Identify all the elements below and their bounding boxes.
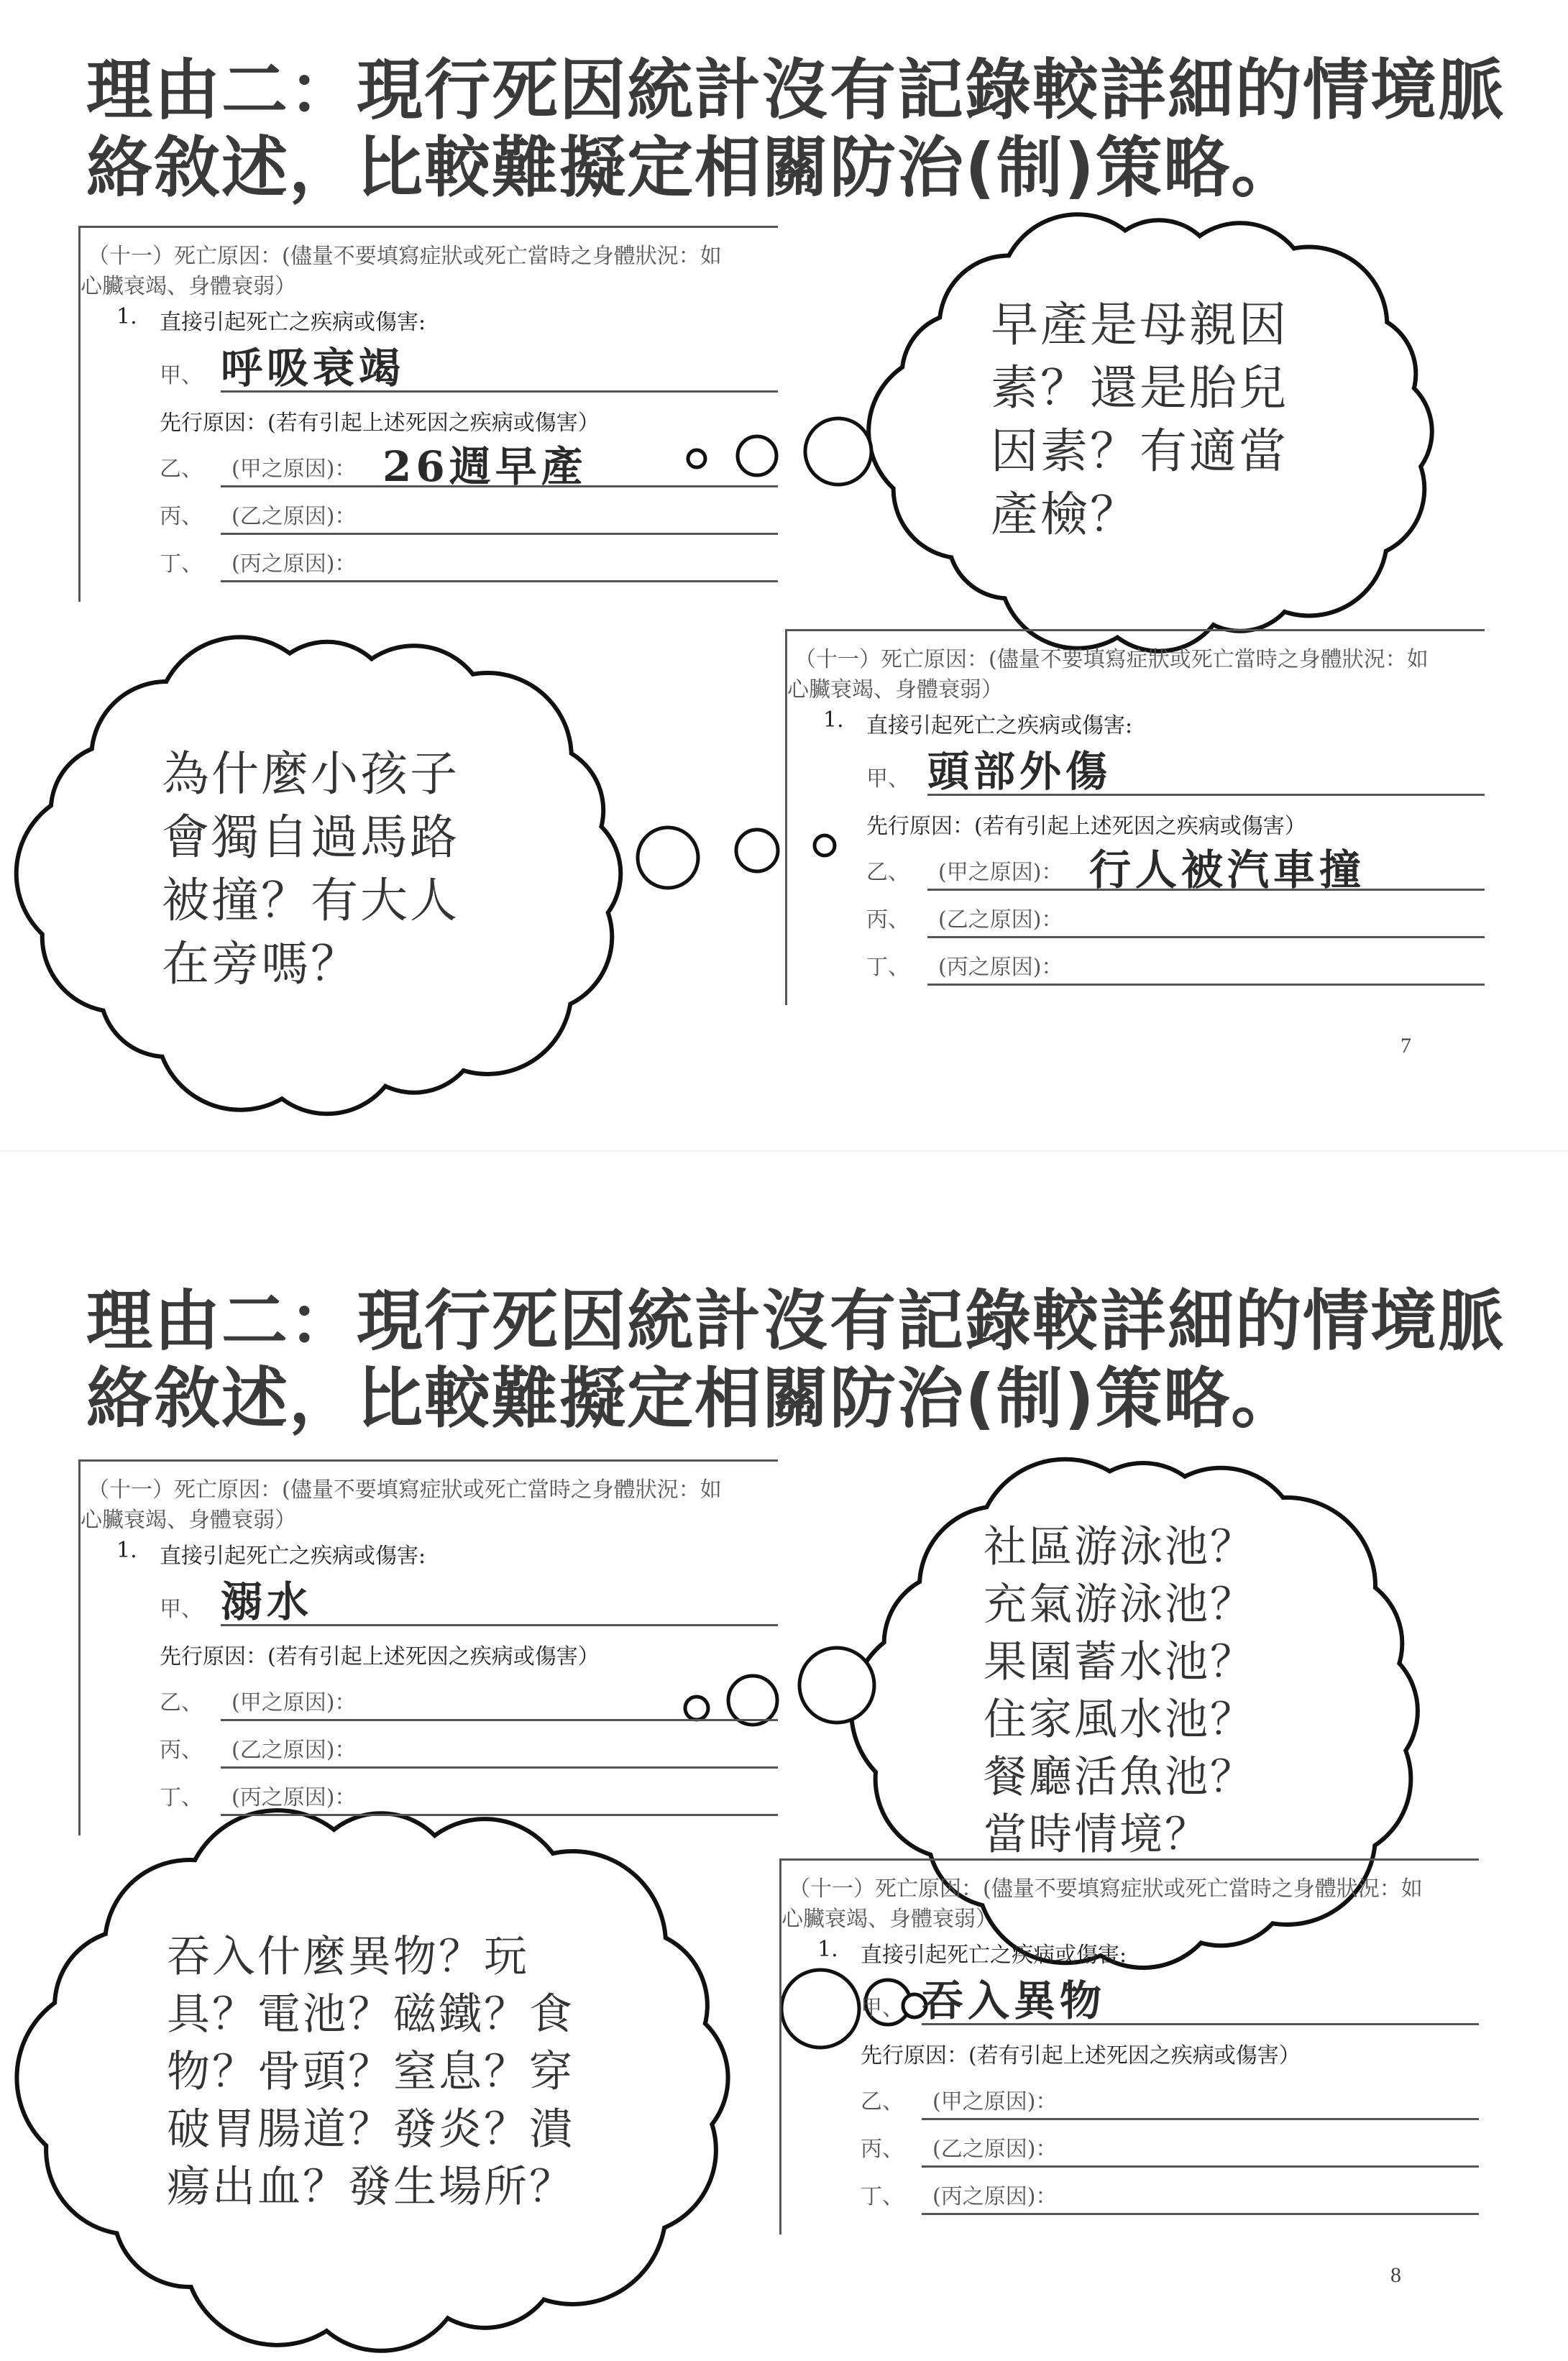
answer-yi: 26週早產 xyxy=(382,442,587,491)
cloud-text-line: 為什麼小孩子 xyxy=(162,746,459,802)
item-number: 1. xyxy=(823,707,844,733)
row-hint-ding: (丙之原因)： xyxy=(932,2184,1058,2209)
form-header: （十一）死亡原因：(儘量不要填寫症狀或死亡當時之身體狀況：如 xyxy=(88,1477,722,1503)
item-label: 直接引起死亡之疾病或傷害: xyxy=(866,713,1133,738)
row-hint-bing: (乙之原因)： xyxy=(231,1738,357,1763)
answer-line xyxy=(221,1814,778,1816)
answer-yi: 行人被汽車撞 xyxy=(1089,845,1366,894)
answer-line xyxy=(221,580,778,582)
cloud-text-line: 被撞？有大人 xyxy=(162,873,459,928)
answer-jia: 吞入異物 xyxy=(922,1976,1106,2025)
page-8-title-line2: 絡敘述，比較難擬定相關防治(制)策略。 xyxy=(86,1360,1299,1437)
form-header-cont: 心臟衰竭、身體衰弱） xyxy=(787,677,1003,702)
page-8-title-line1: 理由二：現行死因統計沒有記錄較詳細的情境脈 xyxy=(86,1283,1506,1360)
prior-cause-label: 先行原因：(若有引起上述死因之疾病或傷害） xyxy=(160,411,600,436)
death-cause-form xyxy=(78,226,778,602)
page-number-8: 8 xyxy=(1390,2263,1401,2287)
cloud-text-line: 社區游泳池？ xyxy=(984,1522,1255,1572)
answer-line xyxy=(221,1719,778,1721)
cloud-text-line: 果園蓄水池？ xyxy=(984,1637,1255,1687)
answer-line xyxy=(927,936,1485,938)
cloud-text-line: 充氣游泳池？ xyxy=(984,1580,1255,1630)
answer-line xyxy=(927,794,1485,796)
form-header-cont: 心臟衰竭、身體衰弱） xyxy=(81,1508,296,1533)
row-label-bing: 丙、 xyxy=(866,907,909,932)
form-header-cont: 心臟衰竭、身體衰弱） xyxy=(781,1907,997,1932)
row-hint-bing: (乙之原因)： xyxy=(231,504,357,529)
row-label-jia: 甲、 xyxy=(160,363,203,388)
row-label-yi: 乙、 xyxy=(160,457,203,482)
cloud-text-line: 在旁嗎？ xyxy=(162,936,360,991)
row-label-ding: 丁、 xyxy=(866,955,909,980)
answer-jia: 呼吸衰竭 xyxy=(221,344,405,393)
answer-line xyxy=(221,1624,778,1626)
row-label-yi: 乙、 xyxy=(866,860,909,885)
cloud-text-line: 餐廳活魚池？ xyxy=(984,1752,1255,1802)
row-label-bing: 丙、 xyxy=(160,504,203,529)
row-label-jia: 甲、 xyxy=(160,1597,203,1622)
death-cause-form xyxy=(78,1459,778,1835)
row-hint-yi: (甲之原因)： xyxy=(231,457,357,482)
form-header-cont: 心臟衰竭、身體衰弱） xyxy=(81,274,296,299)
item-number: 1. xyxy=(116,304,137,329)
cloud-text-line: 早產是母親因 xyxy=(991,297,1288,352)
cloud-text-line: 物？骨頭？窒息？穿 xyxy=(167,2047,574,2097)
cloud-text-line: 破胃腸道？發炎？潰 xyxy=(167,2104,574,2155)
form-header: （十一）死亡原因：(儘量不要填寫症狀或死亡當時之身體狀況：如 xyxy=(794,647,1429,672)
row-hint-bing: (乙之原因)： xyxy=(932,2137,1058,2162)
cloud-text-line: 因素？有適當 xyxy=(991,423,1288,479)
form-header: （十一）死亡原因：(儘量不要填寫症狀或死亡當時之身體狀況：如 xyxy=(789,1876,1423,1902)
cloud-text-line: 會獨自過馬路 xyxy=(162,810,459,865)
row-label-yi: 乙、 xyxy=(160,1690,203,1715)
death-cause-form xyxy=(779,1858,1479,2234)
answer-line xyxy=(221,1766,778,1769)
page-7-title-line1: 理由二：現行死因統計沒有記錄較詳細的情境脈 xyxy=(86,52,1506,129)
row-hint-yi: (甲之原因)： xyxy=(231,1690,357,1715)
thought-bubble-dot xyxy=(799,1648,874,1723)
row-label-ding: 丁、 xyxy=(861,2184,904,2209)
row-hint-ding: (丙之原因)： xyxy=(231,1785,357,1810)
answer-line xyxy=(922,2213,1479,2215)
row-label-bing: 丙、 xyxy=(861,2137,904,2162)
thought-bubble-dot xyxy=(736,830,778,871)
cloud-text-line: 瘍出血？發生場所？ xyxy=(167,2162,574,2212)
item-label: 直接引起死亡之疾病或傷害: xyxy=(160,310,426,335)
thought-bubble-dot xyxy=(805,418,871,485)
answer-line xyxy=(221,390,778,393)
item-number: 1. xyxy=(116,1538,137,1563)
answer-line xyxy=(221,533,778,535)
row-label-jia: 甲、 xyxy=(866,766,909,792)
cloud-text-line: 素？還是胎兒 xyxy=(991,360,1288,416)
item-number: 1. xyxy=(817,1937,838,1962)
row-hint-yi: (甲之原因)： xyxy=(932,2089,1058,2114)
prior-cause-label: 先行原因：(若有引起上述死因之疾病或傷害） xyxy=(866,814,1306,839)
answer-line xyxy=(922,2118,1479,2120)
row-label-jia: 甲、 xyxy=(861,1996,904,2021)
row-label-yi: 乙、 xyxy=(861,2089,904,2114)
answer-line xyxy=(221,485,778,487)
row-hint-ding: (丙之原因)： xyxy=(231,551,357,577)
form-header: （十一）死亡原因：(儘量不要填寫症狀或死亡當時之身體狀況：如 xyxy=(88,244,722,269)
answer-jia: 溺水 xyxy=(221,1577,313,1626)
answer-jia: 頭部外傷 xyxy=(927,747,1112,796)
cloud-text-line: 具？電池？磁鐵？食 xyxy=(167,1989,574,2040)
row-label-ding: 丁、 xyxy=(160,1785,203,1810)
row-label-bing: 丙、 xyxy=(160,1738,203,1763)
page-number-7: 7 xyxy=(1400,1034,1411,1058)
prior-cause-label: 先行原因：(若有引起上述死因之疾病或傷害） xyxy=(861,2043,1301,2068)
cloud-text-line: 住家風水池？ xyxy=(984,1695,1255,1745)
page-7-title-line2: 絡敘述，比較難擬定相關防治(制)策略。 xyxy=(86,129,1299,206)
death-cause-form xyxy=(785,629,1485,1005)
cloud-text-line: 產檢？ xyxy=(991,487,1140,542)
prior-cause-label: 先行原因：(若有引起上述死因之疾病或傷害） xyxy=(160,1644,600,1669)
row-label-ding: 丁、 xyxy=(160,551,203,577)
answer-line xyxy=(922,2023,1479,2025)
item-label: 直接引起死亡之疾病或傷害: xyxy=(160,1544,426,1569)
row-hint-bing: (乙之原因)： xyxy=(938,907,1063,932)
answer-line xyxy=(922,2165,1479,2168)
cloud-text-line: 當時情境？ xyxy=(984,1810,1210,1860)
row-hint-yi: (甲之原因)： xyxy=(938,860,1063,885)
thought-bubble-dot xyxy=(638,828,698,888)
row-hint-ding: (丙之原因)： xyxy=(938,955,1063,980)
answer-line xyxy=(927,984,1485,986)
item-label: 直接引起死亡之疾病或傷害: xyxy=(861,1943,1127,1968)
answer-line xyxy=(927,889,1485,891)
cloud-text-line: 吞入什麼異物？玩 xyxy=(167,1932,529,1982)
